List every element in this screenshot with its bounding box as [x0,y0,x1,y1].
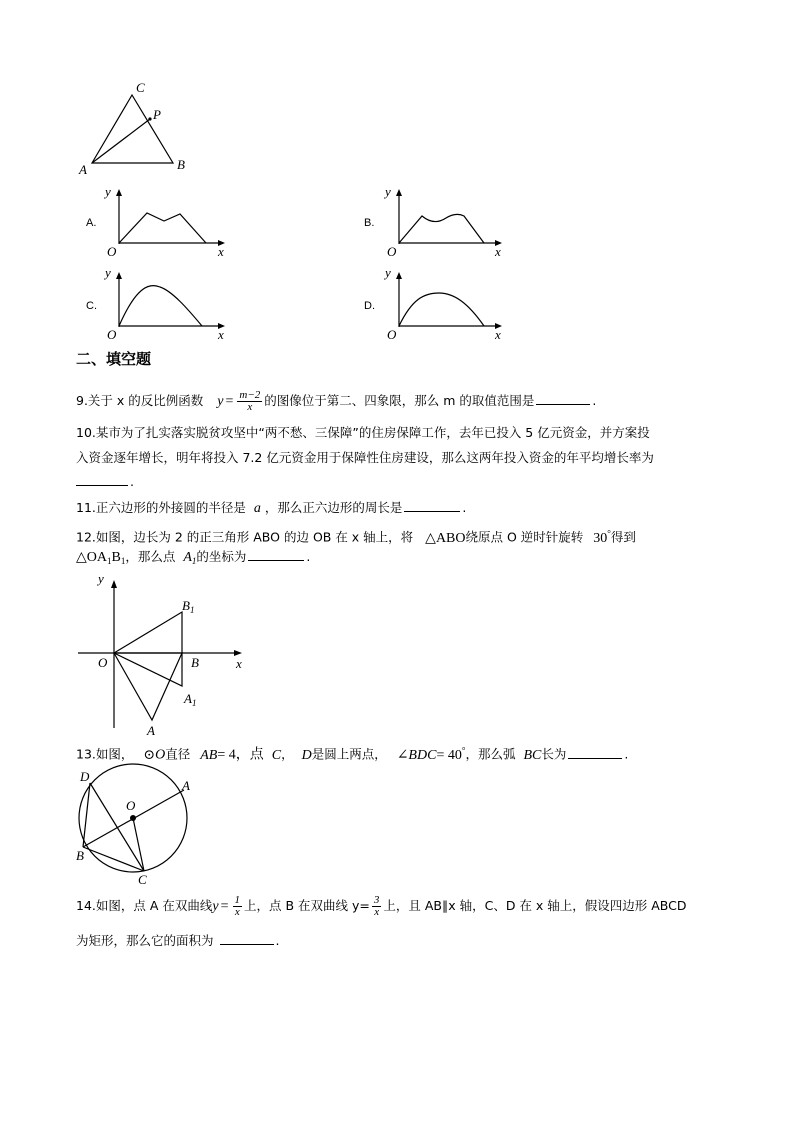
question-10-line-1: 10.某市为了扎实落实脱贫攻坚中“两不愁、三保障”的住房保障工作，去年已投入 5 亿元资金，并方案投 [76,425,650,440]
x-label: x [218,327,224,342]
q14-eq: = [220,899,229,914]
label-a: A [79,162,87,177]
q12-prefix: 12.如图，边长为 2 的正三角形 ABO 的边 OB 在 x 轴上，将 [76,529,414,545]
q13-suffix: 长为 [541,746,567,762]
q13-bc: BC [523,747,542,763]
y-label: y [385,184,391,199]
label-x: x [236,656,242,671]
label-b1-sub: 1 [189,605,195,615]
q13-c: C [271,747,282,763]
label-a1-main: A [184,691,192,706]
q12-triangle: △ABO [425,530,466,546]
label-y: y [98,571,104,586]
option-b-label: B. [364,217,375,229]
q13-mid: 是圆上两点， [311,746,387,762]
y-axis-arrow [111,580,117,588]
q9-fraction [237,390,262,413]
q13-circle-symbol: ⊙ [143,747,156,763]
q14-denominator-2: x [374,906,380,918]
label-b: B [177,157,185,172]
q12-tri2-a: △OA [76,550,107,565]
q11-answer-blank[interactable] [404,497,460,512]
q12-suffix: 得到 [610,529,636,545]
q11-end: . [462,500,467,515]
q13-diameter: 直径 [165,746,191,762]
q9-y: y [217,394,224,409]
q13-degree: ° [461,745,466,755]
q13-angle-number: = 40 [436,747,462,763]
question-14-line-1 [76,895,687,918]
q12-end: . [306,549,311,564]
q9-end: . [592,393,597,408]
y-axis-arrow [396,272,402,279]
q14-y: y [212,899,219,914]
q9-eq: = [225,394,234,409]
label-b: B [191,655,199,670]
x-label: x [495,244,501,259]
option-d-label: D. [364,300,375,312]
label-o: O [98,655,108,670]
q14-denominator-1: x [234,906,240,918]
q12-angle-value: 30 [593,530,608,546]
q13-eq: = 4，点 [217,747,264,763]
label-p: P [153,107,161,122]
q14-answer-blank[interactable] [220,930,274,945]
label-a: A [182,778,190,793]
q14-numerator-1: 1 [234,894,241,906]
q12-triangle-2 [76,550,125,565]
q12-mid: 绕原点 O 逆时针旋转 [465,529,584,545]
label-b1 [182,598,194,615]
label-c: C [138,872,147,887]
q14-numerator-2: 3 [373,894,380,906]
q13-prefix: 13.如图， [76,746,134,762]
q11-suffix: ，那么正六边形的周长是 [264,500,403,515]
q12-sub-3: 1 [191,556,197,566]
q13-comma: ， [281,746,294,762]
q12-point-a: A [183,550,192,565]
triangle-abc [92,95,173,163]
q13-angle: ∠BDC [396,747,437,763]
q9-prefix: 9.关于 x 的反比例函数 [76,393,204,408]
q9-suffix: 的图像位于第二、四象限，那么 m 的取值范围是 [264,393,535,408]
q12-sub-1: 1 [107,556,112,566]
label-b1-main: B [182,598,190,613]
label-a1-sub: 1 [191,698,197,708]
q13-mid2: ，那么弧 [465,746,516,762]
label-c: C [136,80,145,95]
option-c-label: C. [86,300,97,312]
q14-fraction-1 [233,895,243,918]
label-b: B [76,848,84,863]
q13-ab: AB [200,747,218,763]
q14-end: . [275,933,280,948]
q12-degree: ° [607,528,611,538]
origin-label: O [107,327,117,342]
q13-d: D [301,747,312,763]
circle-figure [70,764,210,889]
y-axis-arrow [116,272,122,279]
y-label: y [105,265,111,280]
q13-end: . [624,746,629,762]
q9-numerator: m−2 [239,389,261,401]
option-a-label: A. [86,217,97,229]
label-d: D [80,769,90,784]
q12-point [183,550,196,565]
question-10-line-3 [76,471,134,493]
option-d-graph [362,263,522,343]
y-axis-arrow [116,189,122,196]
question-9 [76,390,596,413]
origin-label: O [107,244,117,259]
q13-answer-blank[interactable] [568,744,622,759]
q9-answer-blank[interactable] [536,390,590,405]
q14-prefix: 14.如图，点 A 在双曲线 [76,898,213,913]
q14-suffix: 上，且 AB∥x 轴，C、D 在 x 轴上，假设四边形 ABCD [383,898,687,913]
q12-sub-2: 1 [120,556,126,566]
origin-label: O [387,327,397,342]
triangle-abo [114,653,182,720]
question-10-line-2: 入资金逐年增长，明年将投入 7.2 亿元资金用于保障性住房建设，那么这两年投入资金的年平均增长率为 [76,450,654,465]
question-11 [76,497,466,520]
q14-mid: 上，点 B 在双曲线 y= [244,898,370,913]
label-a1 [183,691,196,708]
option-a-curve [119,213,206,243]
option-b-graph [362,180,522,260]
q11-prefix: 11.正六边形的外接圆的半径是 [76,500,246,515]
x-label: x [495,327,501,342]
y-label: y [385,265,391,280]
triangle-figure [70,75,210,180]
option-c-graph [82,263,242,343]
point-p [148,117,151,120]
center-point [130,815,136,821]
q11-var: a [253,501,261,516]
segment-ap [92,119,150,163]
question-13 [76,739,628,767]
question-14-line-2 [76,930,280,952]
q12-tri2-b: B [111,550,121,565]
q12-answer-blank[interactable] [248,546,304,561]
origin-label: O [387,244,397,259]
y-label: y [105,184,111,199]
option-a-graph [82,180,242,260]
q9-denominator: x [247,401,253,413]
q12-angle [593,528,611,546]
option-d-curve [399,293,484,326]
q13-o: O [155,747,166,763]
q14-line2: 为矩形，那么它的面积为 [76,933,214,948]
q12-mid-2: ，那么点 [125,549,176,564]
q10-answer-blank[interactable] [76,471,128,486]
chord-bc [83,847,144,871]
chord-db [83,783,90,847]
label-o: O [126,798,136,813]
section-heading: 二、填空题 [76,350,152,368]
chord-dc [90,783,144,871]
rotation-figure [74,568,264,738]
q10-end: . [130,474,134,489]
y-axis-arrow [396,189,402,196]
q12-suffix-2: 的坐标为 [196,549,247,564]
label-a: A [147,723,155,738]
option-c-curve [119,286,202,326]
q14-fraction-2 [372,895,382,918]
x-label: x [218,244,224,259]
q13-angle-value [436,745,466,763]
option-b-curve [399,214,484,243]
